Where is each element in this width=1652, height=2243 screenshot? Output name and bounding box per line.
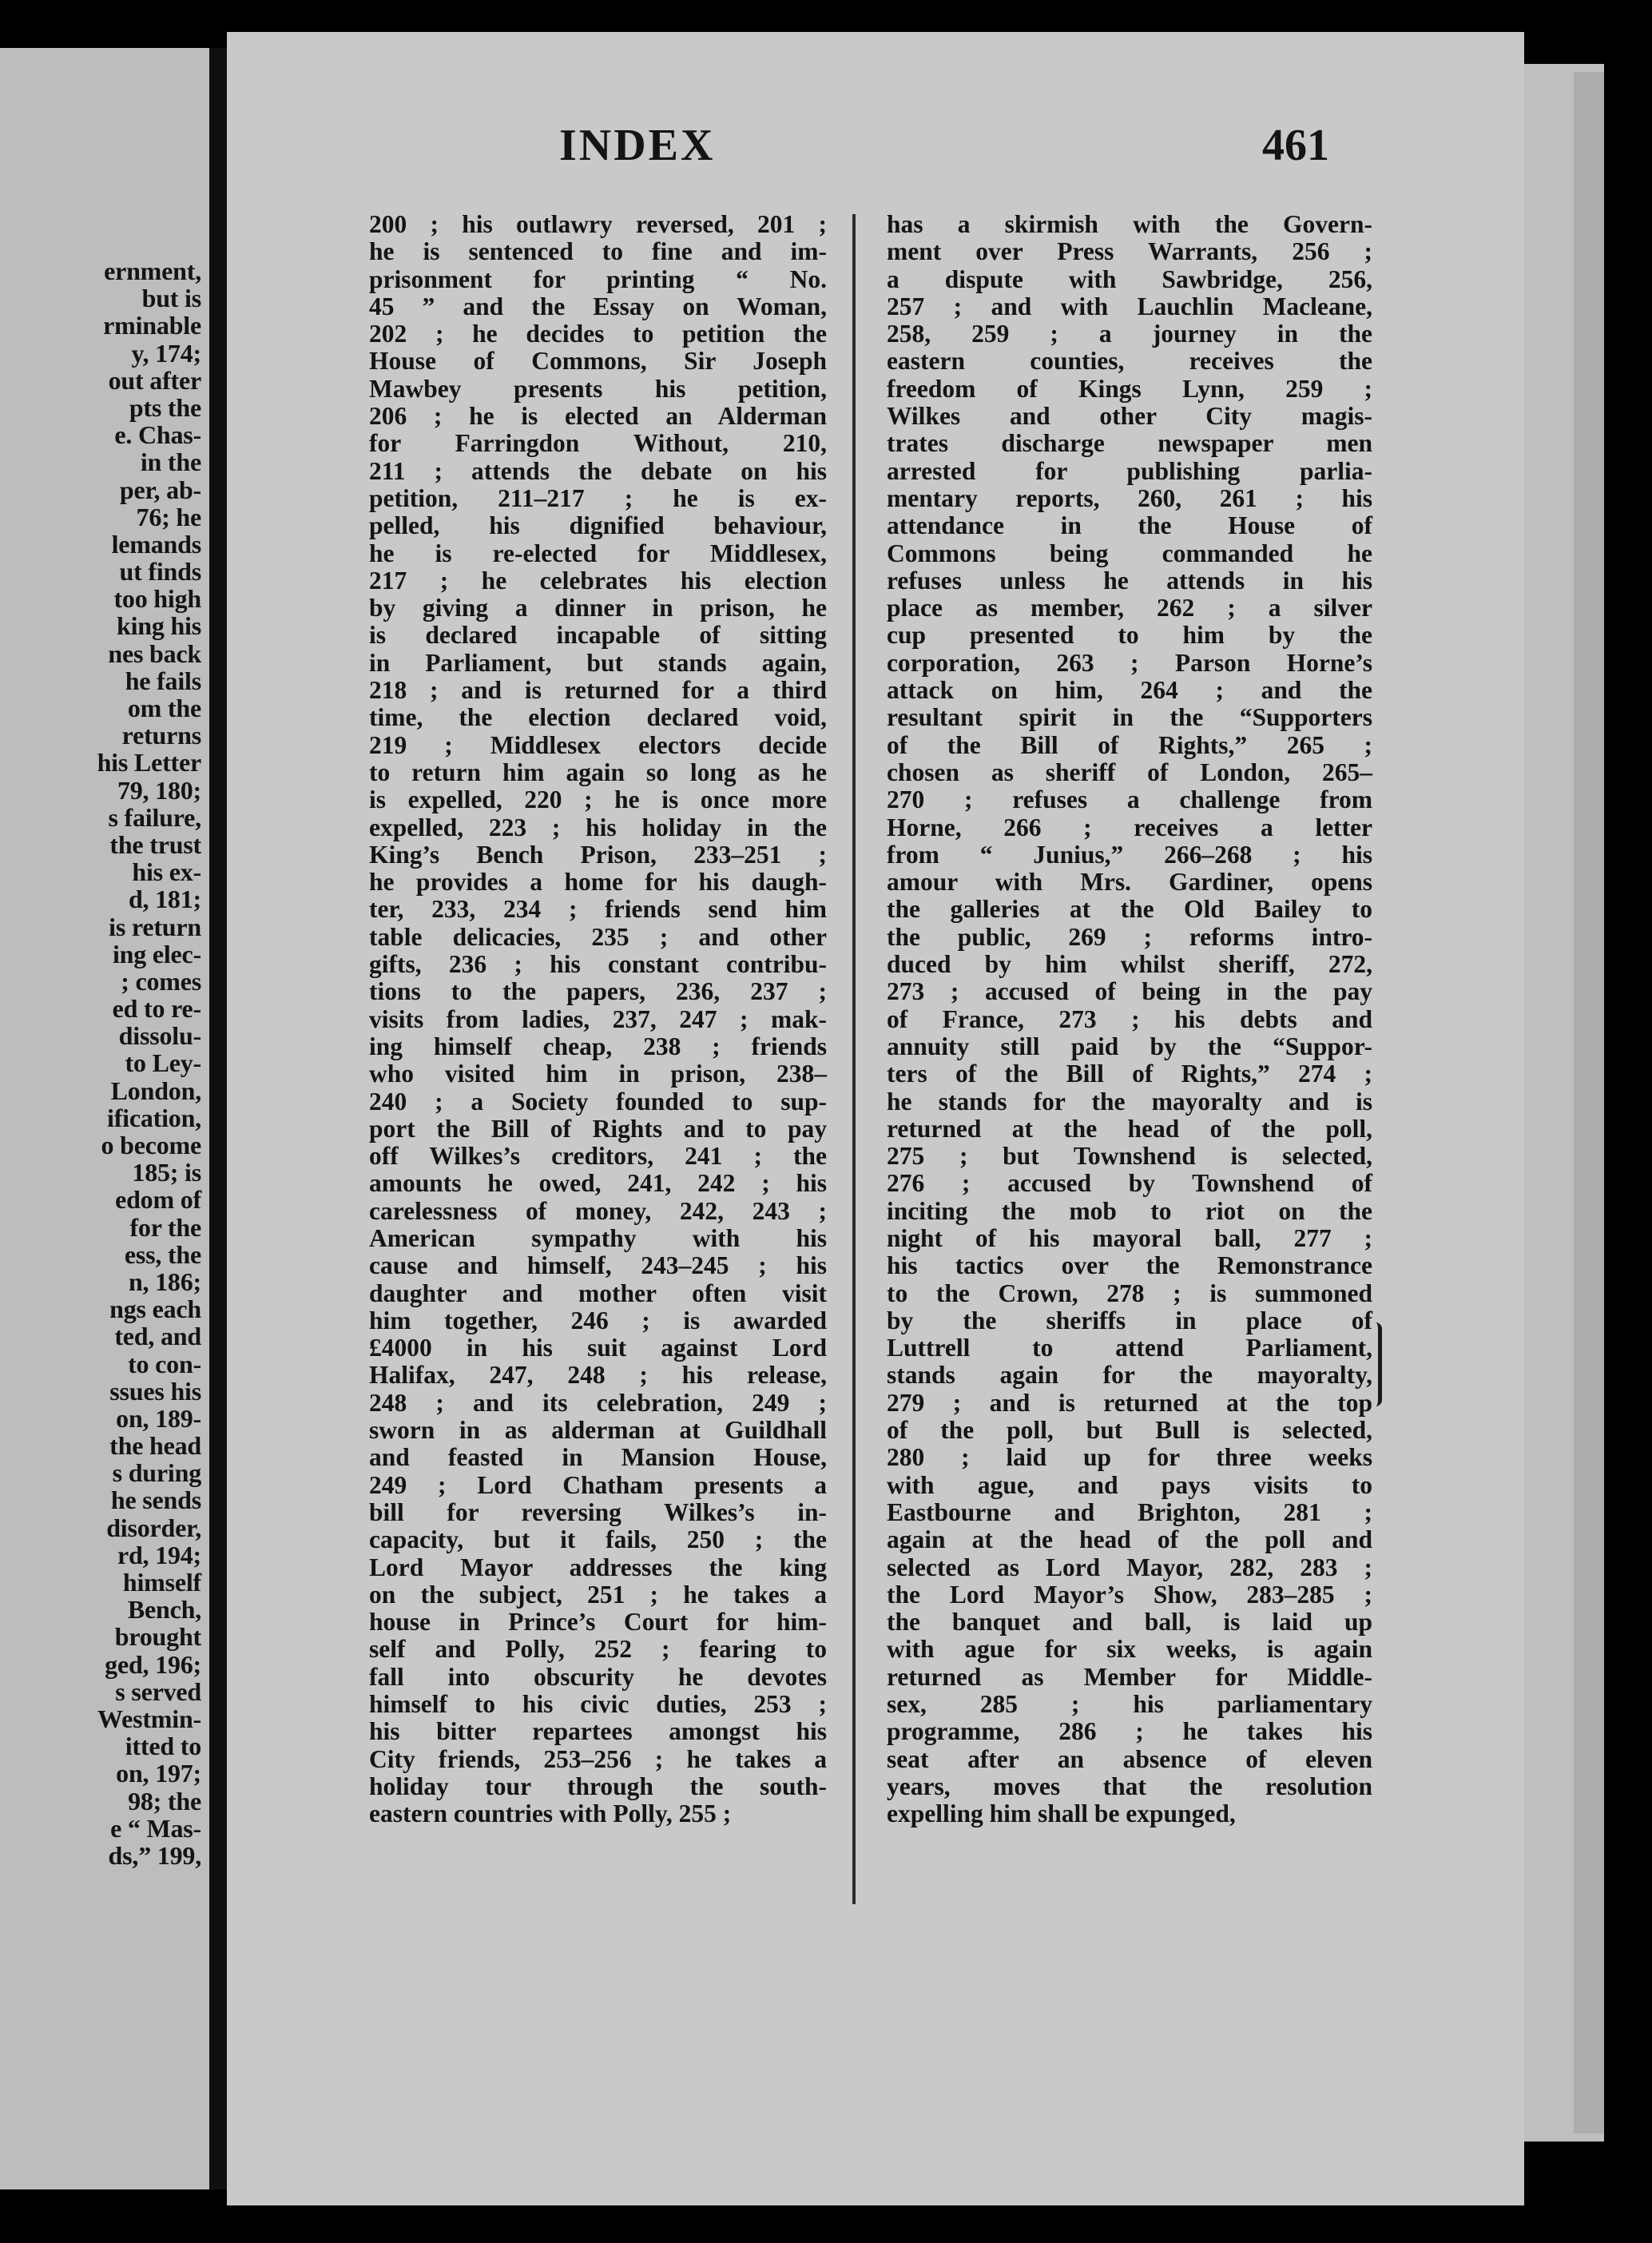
index-line: tions to the papers, 236, 237 ; — [369, 977, 827, 1006]
index-line: ing himself cheap, 238 ; friends — [369, 1032, 827, 1060]
index-line: ter, 233, 234 ; friends send him — [369, 895, 827, 924]
index-line: 249 ; Lord Chatham presents a — [369, 1470, 827, 1499]
left-page-line: dissolu- — [118, 1021, 201, 1051]
index-line: chosen as sheriff of London, 265– — [887, 758, 1372, 786]
index-line: to return him again so long as he — [369, 758, 827, 786]
left-page-line: on, 189- — [116, 1403, 201, 1433]
index-line: port the Bill of Rights and to pay — [369, 1114, 827, 1143]
index-line: 270 ; refuses a challenge from — [887, 785, 1372, 814]
index-line: annuity still paid by the “Suppor- — [887, 1032, 1372, 1060]
left-page-line: ngs each — [109, 1294, 201, 1324]
left-page-line: o become — [101, 1131, 201, 1159]
index-line: for Farringdon Without, 210, — [369, 429, 827, 458]
left-page-fragment — [0, 48, 209, 2189]
page-edge-shadow — [1574, 72, 1604, 2134]
index-line: a dispute with Sawbridge, 256, — [887, 264, 1372, 293]
left-page-line: in the — [140, 447, 201, 477]
left-page-line: y, 174; — [131, 338, 201, 368]
index-line: eastern counties, receives the — [887, 347, 1372, 376]
left-page-line: e. Chas- — [114, 420, 201, 450]
left-page-line: 79, 180; — [117, 775, 201, 805]
left-page-line: 185; is — [132, 1158, 201, 1187]
index-line: has a skirmish with the Govern- — [887, 210, 1372, 238]
index-line: 276 ; accused by Townshend of — [887, 1169, 1372, 1198]
left-page-line: brought — [114, 1622, 201, 1652]
left-page-line: Westmin- — [97, 1704, 201, 1733]
index-line: himself to his civic duties, 253 ; — [369, 1690, 827, 1719]
left-page-line: lemands — [111, 529, 201, 559]
index-line: Luttrell to attend Parliament, — [887, 1334, 1372, 1362]
index-line: to the Crown, 278 ; is summoned — [887, 1279, 1372, 1307]
left-page-line: rminable — [103, 311, 201, 340]
index-line: the public, 269 ; reforms intro- — [887, 922, 1372, 951]
left-page-line: pts the — [129, 392, 201, 422]
index-line: in Parliament, but stands again, — [369, 648, 827, 677]
index-line: and feasted in Mansion House, — [369, 1443, 827, 1472]
left-page-line: itted to — [125, 1732, 201, 1761]
left-page-line: he fails — [125, 666, 201, 695]
left-page-line: returns — [121, 721, 201, 750]
index-line: is expelled, 220 ; he is once more — [369, 785, 827, 814]
left-page-line: ted, and — [114, 1322, 201, 1351]
index-line: Lord Mayor addresses the king — [369, 1553, 827, 1581]
index-line: Mawbey presents his petition, — [369, 374, 827, 403]
left-page-line: ut finds — [119, 557, 201, 587]
column-rule — [852, 214, 856, 1904]
index-line: by giving a dinner in prison, he — [369, 594, 827, 622]
index-line: with ague, and pays visits to — [887, 1470, 1372, 1499]
left-page-line: disorder, — [106, 1513, 201, 1542]
index-line: his tactics over the Remonstrance — [887, 1251, 1372, 1280]
index-line: 279 ; and is returned at the top — [887, 1388, 1372, 1417]
index-line: sworn in as alderman at Guildhall — [369, 1416, 827, 1445]
index-line: carelessness of money, 242, 243 ; — [369, 1196, 827, 1225]
left-page-line: ; comes — [121, 966, 201, 996]
left-page-line: his Letter — [97, 748, 201, 777]
left-page-line: the head — [109, 1431, 201, 1461]
left-page-line: ernment, — [104, 257, 201, 285]
index-line: by the sheriffs in place of — [887, 1306, 1372, 1334]
index-line: the banquet and ball, is laid up — [887, 1608, 1372, 1637]
index-line: sex, 285 ; his parliamentary — [887, 1690, 1372, 1719]
index-line: time, the election declared void, — [369, 703, 827, 732]
index-line: 257 ; and with Lauchlin Macleane, — [887, 292, 1372, 320]
index-line: 219 ; Middlesex electors decide — [369, 730, 827, 759]
index-line: him together, 246 ; is awarded — [369, 1306, 827, 1334]
index-line: with ague for six weeks, is again — [887, 1635, 1372, 1664]
index-line: self and Polly, 252 ; fearing to — [369, 1635, 827, 1664]
index-line: off Wilkes’s creditors, 241 ; the — [369, 1142, 827, 1171]
left-page-line: edom of — [115, 1185, 201, 1215]
margin-bracket-mark — [1374, 1322, 1382, 1406]
index-line: King’s Bench Prison, 233–251 ; — [369, 840, 827, 869]
index-line: he is re-elected for Middlesex, — [369, 539, 827, 567]
left-page-line: om the — [127, 694, 201, 722]
left-page-line: nes back — [108, 638, 201, 668]
index-line: corporation, 263 ; Parson Horne’s — [887, 648, 1372, 677]
left-page-line: king his — [116, 611, 201, 641]
index-line: Commons being commanded he — [887, 539, 1372, 567]
index-line: gifts, 236 ; his constant contribu- — [369, 950, 827, 979]
index-line: on the subject, 251 ; he takes a — [369, 1580, 827, 1609]
index-line: refuses unless he attends in his — [887, 566, 1372, 595]
index-line: he provides a home for his daugh- — [369, 868, 827, 897]
left-page-line: London, — [110, 1076, 201, 1105]
index-line: bill for reversing Wilkes’s in- — [369, 1497, 827, 1526]
index-line: 280 ; laid up for three weeks — [887, 1443, 1372, 1472]
index-line: 273 ; accused of being in the pay — [887, 977, 1372, 1006]
left-page-line: d, 181; — [128, 885, 201, 914]
index-line: American sympathy with his — [369, 1223, 827, 1252]
index-line: fall into obscurity he devotes — [369, 1662, 827, 1691]
index-line: inciting the mob to riot on the — [887, 1196, 1372, 1225]
index-column-right — [887, 211, 1372, 1828]
page-number: 461 — [1262, 121, 1329, 170]
index-line: trates discharge newspaper men — [887, 429, 1372, 458]
index-line: programme, 286 ; he takes his — [887, 1717, 1372, 1746]
index-line: 248 ; and its celebration, 249 ; — [369, 1388, 827, 1417]
index-line: the Lord Mayor’s Show, 283–285 ; — [887, 1580, 1372, 1609]
left-page-line: ds,” 199, — [108, 1840, 201, 1870]
index-line: resultant spirit in the “Supporters — [887, 703, 1372, 732]
page-title: INDEX — [559, 121, 716, 170]
index-line: holiday tour through the south- — [369, 1772, 827, 1800]
index-line: 45 ” and the Essay on Woman, — [369, 292, 827, 320]
index-line: the galleries at the Old Bailey to — [887, 895, 1372, 924]
index-line: expelled, 223 ; his holiday in the — [369, 813, 827, 841]
index-line: 258, 259 ; a journey in the — [887, 320, 1372, 348]
index-line: £4000 in his suit against Lord — [369, 1334, 827, 1362]
index-line: night of his mayoral ball, 277 ; — [887, 1223, 1372, 1252]
index-line: from “ Junius,” 266–268 ; his — [887, 840, 1372, 869]
left-page-line: ess, the — [124, 1239, 201, 1269]
index-column-left — [369, 211, 827, 1828]
left-page-line: s served — [115, 1676, 201, 1706]
left-page-line: ed to re- — [112, 994, 201, 1024]
index-line: freedom of Kings Lynn, 259 ; — [887, 374, 1372, 403]
left-page-line: to Ley- — [125, 1048, 201, 1078]
left-page-line: per, ab- — [119, 475, 201, 504]
left-page-line: Bench, — [127, 1595, 201, 1625]
index-line: Halifax, 247, 248 ; his release, — [369, 1361, 827, 1390]
left-page-line: n, 186; — [128, 1267, 201, 1296]
left-page-line: 76; he — [136, 502, 201, 531]
index-line: capacity, but it fails, 250 ; the — [369, 1525, 827, 1554]
index-line: 202 ; he decides to petition the — [369, 320, 827, 348]
index-line: amounts he owed, 241, 242 ; his — [369, 1169, 827, 1198]
index-line: pelled, his dignified behaviour, — [369, 511, 827, 540]
index-line: 240 ; a Society founded to sup- — [369, 1087, 827, 1116]
index-line: visits from ladies, 237, 247 ; mak- — [369, 1004, 827, 1033]
index-line: stands again for the mayoralty, — [887, 1361, 1372, 1390]
left-page-line: ssues his — [109, 1376, 201, 1406]
left-page-text — [0, 257, 201, 1869]
index-line: he stands for the mayoralty and is — [887, 1087, 1372, 1116]
index-line: his bitter repartees amongst his — [369, 1717, 827, 1746]
left-page-line: on, 197; — [116, 1759, 201, 1788]
left-page-line: s failure, — [108, 802, 201, 832]
index-line: 218 ; and is returned for a third — [369, 676, 827, 705]
index-line: daughter and mother often visit — [369, 1279, 827, 1307]
index-line: Horne, 266 ; receives a letter — [887, 813, 1372, 841]
index-line: ment over Press Warrants, 256 ; — [887, 237, 1372, 266]
index-line: again at the head of the poll and — [887, 1525, 1372, 1554]
left-page-line: ing elec- — [112, 939, 201, 968]
index-line: 211 ; attends the debate on his — [369, 456, 827, 485]
left-page-line: he sends — [110, 1485, 201, 1515]
index-line: returned at the head of the poll, — [887, 1114, 1372, 1143]
index-line: attendance in the House of — [887, 511, 1372, 540]
index-line: years, moves that the resolution — [887, 1772, 1372, 1800]
left-page-line: ged, 196; — [105, 1649, 201, 1679]
index-line: Eastbourne and Brighton, 281 ; — [887, 1497, 1372, 1526]
index-line: is declared incapable of sitting — [369, 621, 827, 650]
index-line: mentary reports, 260, 261 ; his — [887, 483, 1372, 512]
index-line: house in Prince’s Court for him- — [369, 1608, 827, 1637]
book-gutter — [209, 48, 227, 2189]
index-line: who visited him in prison, 238– — [369, 1060, 827, 1088]
index-line: he is sentenced to fine and im- — [369, 237, 827, 266]
index-line: Wilkes and other City magis- — [887, 402, 1372, 431]
index-line: arrested for publishing parlia- — [887, 456, 1372, 485]
left-page-line: to con- — [128, 1349, 201, 1378]
left-page-line: but is — [141, 284, 201, 313]
index-line: ters of the Bill of Rights,” 274 ; — [887, 1060, 1372, 1088]
left-page-line: the trust — [109, 829, 201, 859]
index-line: attack on him, 264 ; and the — [887, 676, 1372, 705]
left-page-line: out after — [108, 365, 201, 395]
left-page-line: is return — [109, 912, 201, 941]
left-page-line: himself — [122, 1568, 201, 1597]
index-line: duced by him whilst sheriff, 272, — [887, 950, 1372, 979]
index-line: eastern countries with Polly, 255 ; — [369, 1800, 732, 1828]
index-line: of the Bill of Rights,” 265 ; — [887, 730, 1372, 759]
index-line: expelling him shall be expunged, — [887, 1800, 1236, 1828]
left-page-line: his ex- — [132, 857, 201, 887]
index-line: table delicacies, 235 ; and other — [369, 922, 827, 951]
left-page-line: rd, 194; — [117, 1540, 201, 1569]
index-line: of the poll, but Bull is selected, — [887, 1416, 1372, 1445]
index-line: cup presented to him by the — [887, 621, 1372, 650]
index-line: returned as Member for Middle- — [887, 1662, 1372, 1691]
index-line: amour with Mrs. Gardiner, opens — [887, 868, 1372, 897]
index-line: cause and himself, 243–245 ; his — [369, 1251, 827, 1280]
left-page-line: for the — [129, 1212, 201, 1242]
left-page-line: s during — [112, 1458, 201, 1488]
index-line: House of Commons, Sir Joseph — [369, 347, 827, 376]
index-line: 206 ; he is elected an Alderman — [369, 402, 827, 431]
index-line: 200 ; his outlawry reversed, 201 ; — [369, 210, 827, 238]
left-page-line: e “ Mas- — [110, 1813, 201, 1843]
index-line: selected as Lord Mayor, 282, 283 ; — [887, 1553, 1372, 1581]
index-line: 275 ; but Townshend is selected, — [887, 1142, 1372, 1171]
index-line: of France, 273 ; his debts and — [887, 1004, 1372, 1033]
index-line: petition, 211–217 ; he is ex- — [369, 483, 827, 512]
index-line: prisonment for printing “ No. — [369, 264, 827, 293]
index-line: place as member, 262 ; a silver — [887, 594, 1372, 622]
index-line: City friends, 253–256 ; he takes a — [369, 1744, 827, 1773]
left-page-line: 98; the — [128, 1786, 201, 1815]
index-line: 217 ; he celebrates his election — [369, 566, 827, 595]
left-page-line: too high — [113, 584, 201, 614]
index-line: seat after an absence of eleven — [887, 1744, 1372, 1773]
left-page-line: ification, — [107, 1103, 201, 1132]
